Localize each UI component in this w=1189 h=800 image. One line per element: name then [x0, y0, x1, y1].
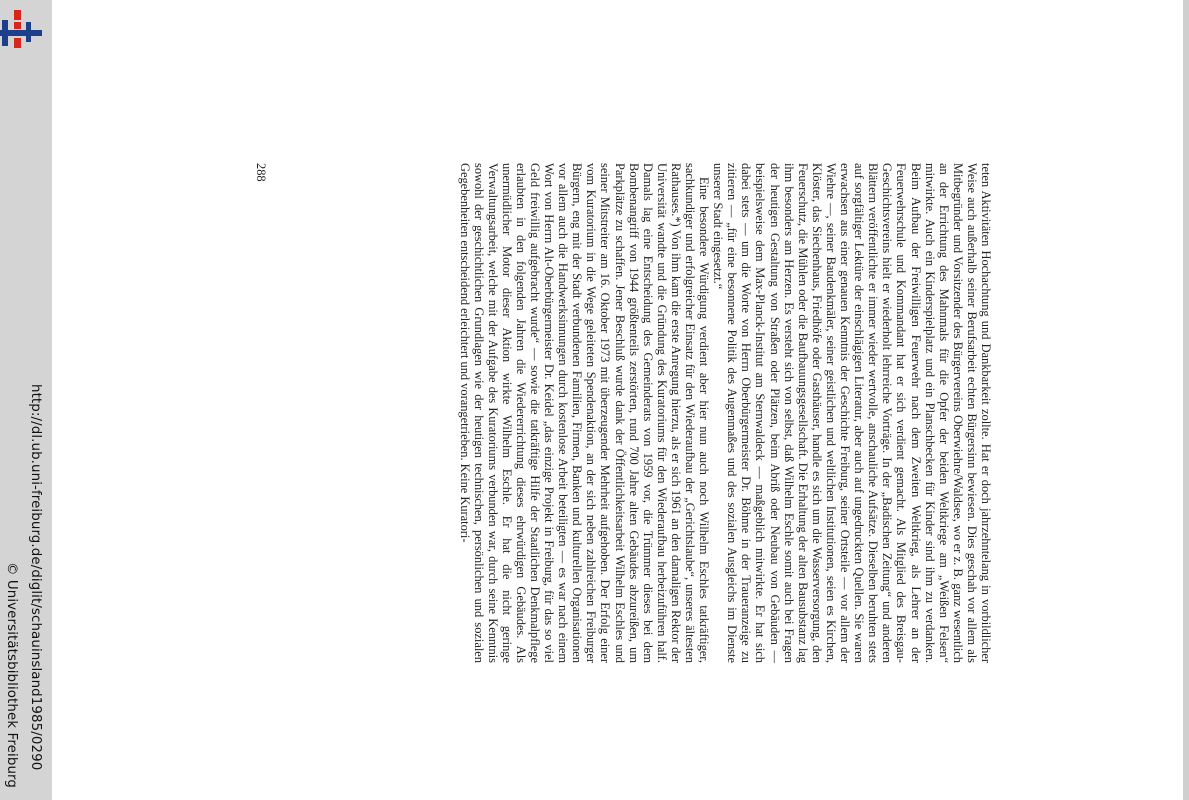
left-margin-bar: [0, 0, 52, 800]
page-number: 288: [254, 163, 268, 182]
body-text: [457, 163, 993, 663]
paragraph-2: Eine besondere Würdigung verdient aber hier nun auch noch Wilhelm Eschles tatkräftiger, sachkundiger und erfolgreicher Einsatz für den Wiederaufbau der „Gerichtslaube“, unseres ältesten Rathauses.*) Von ihm kam die erste Anregung hierzu, als er sich 1961 an den damaligen Rektor der Universität wandte und die Gründung des Kuratoriums für den Wiederaufbau herbeizuführen half. Damals lag eine Entscheidung des Gemeinderats von 1959 vor, die Trümmer dieses bei dem Bombenangriff von 1944 größtenteils zerstörten, rund 700 Jahre alten Gebäudes abzureißen, um Parkplätze zu schaffen. Jener Beschluß wurde dank der Öffentlichkeitsarbeit Wilhelm Eschles und seiner Mitstreiter am 16. Oktober 1973 mit überzeugender Mehrheit aufgehoben. Der Erfolg einer vom Kuratorium in die Wege geleiteten Spendenaktion, an der sich neben zahlreichen Freiburger Bürgern, eng mit der Stadt verbundenen Familien, Firmen, Banken und kulturellen Organisationen vor allem auch die Handwerksinnungen durch kostenlose Arbeit beteiligten — es war nach einem Wort von Herrn Alt-Oberbürgermeister Dr. Keidel „das einzige Projekt in Freiburg, für das so viel Geld freiwillig aufgebracht wurde“ — sowie die tatkräftige Hilfe der Staatlichen Denkmalpflege erlaubten in den folgenden Jahren die Wiedererrichtung dieses ehrwürdigen Gebäudes. Als unermüdlicher Motor dieser Aktion wirkte Wilhelm Eschle. Er hat die nicht geringe Verwaltungsarbeit, welche mit der Aufgabe des Kuratoriums verbunden war, durch seine Kenntnis sowohl der geschichtlichen Grundlagen wie der heutigen technischen, persönlichen und sozialen Gegebenheiten entscheidend erleichtert und vorangetrieben. Keine Kuratori-: [457, 163, 712, 663]
page-text-rotated: [257, 163, 993, 663]
watermark-copyright: © Universitätsbibliothek Freiburg: [4, 562, 19, 788]
watermark: [0, 0, 52, 800]
page-edge: [1183, 0, 1189, 800]
watermark-url: http://dl.ub.uni-freiburg.de/diglit/schauinsland1985/0290: [28, 384, 43, 771]
paragraph-1: teten Aktivitäten Hochachtung und Dankbarkeit zollte. Hat er doch jahrzehntelang in vorbildlicher Weise auch außerhalb seiner Berufsarbeit echten Bürgersinn bewiesen. Dies geschah vor allem als Mitbegründer und Vorsitzender des Bürgervereins Oberwiehre/Waldsee, wo er z. B. ganz wesentlich an der Errichtung des Mahnmals für die Opfer der beiden Weltkriege am „Weißen Felsen“ mitwirkte. Auch ein Kinderspielplatz und ein Planschbecken für Kinder sind ihm zu verdanken. Beim Aufbau der Freiwilligen Feuerwehr nach dem Zweiten Weltkrieg, als Lehrer an der Feuerwehrschule und Kommandant hat er sich verdient gemacht. Als Mitglied des Breisgau-Geschichtsvereins hielt er wiederholt lehrreiche Vorträge. In der „Badischen Zeitung“ und anderen Blättern veröffentlichte er immer wieder wertvolle, anschauliche Aufsätze. Dieselben beruhten stets auf sorgfältiger Lektüre der einschlägigen Literatur, aber auch auf ungedruckten Quellen. Sie waren erwachsen aus einer genauen Kenntnis der Geschichte Freiburg, seiner Ortsteile — vor allem der Wiehre —, seiner Baudenkmäler, seiner geistlichen und weltlichen Institutionen, seien es Kirchen, Klöster, das Siechenhaus, Friedhöfe oder Gasthäuser, handle es sich um die Wasserversorgung, den Feuerschutz, die Mühlen oder die Baufbauungsgesellschaft. Die Erhaltung der alten Bausubstanz lag ihm besonders am Herzen. Es versteht sich von selbst, daß Wilhelm Eschle somit auch bei Fragen der heutigen Gestaltung von Straßen oder Plätzen, beim Abriß oder Neubau von Gebäuden — beispielsweise dem Max-Planck-Institut am Sternwaldeck — maßgeblich mitwirkte. Er hat sich dabei stets — um die Worte von Herrn Oberbürgermeister Dr. Böhme in der Traueranzeige zu zitieren — „für eine besonnene Politik des Augenmaßes und des sozialen Ausgleichs im Dienste unserer Stadt eingesetzt.“: [711, 163, 993, 663]
